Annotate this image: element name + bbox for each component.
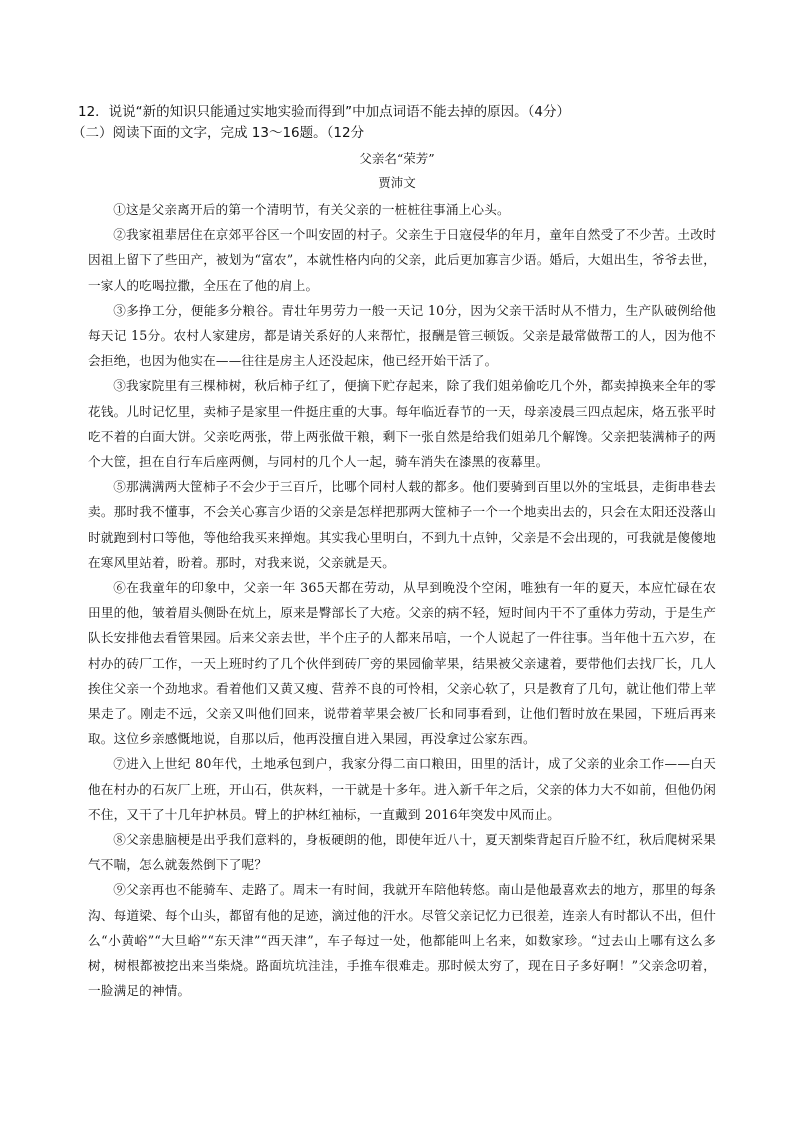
- paragraph-4: ③我家院里有三棵柿树，秋后柿子红了，便摘下贮存起来，除了我们姐弟偷吃几个外，都卖掉换来全年的零花钱。儿时记忆里，卖柿子是家里一件挺庄重的大事。每年临近春节的一天，母亲凌晨三四点起床，烙五张平时吃不着的白面大饼。父亲吃两张，带上两张做干粮，剩下一张自然是给我们姐弟几个解馋。父亲把装满柿子的两个大筐，担在自行车后座两侧，与同村的几个人一起，骑车消失在漆黑的夜幕里。: [88, 378, 716, 470]
- article-author: 贾沛文: [378, 175, 416, 190]
- section-header: （二）阅读下面的文字，完成 13～16题。（12分: [72, 125, 365, 141]
- paragraph-2: ②我家祖辈居住在京郊平谷区一个叫安固的村子。父亲生于日寇侵华的年月，童年自然受了不少苦。土改时因祖上留下了些田产，被划为“富农”，本就性格内向的父亲，此后更加寡言少语。婚后，大姐出生，爷爷去世，一家人的吃喝拉撒，全压在了他的肩上。: [88, 227, 716, 293]
- question-12: 12．说说“新的知识只能通过实地实验而得到”中加点词语不能去掉的原因。（4分）: [78, 104, 571, 120]
- article-body: [88, 197, 716, 1004]
- paragraph-5: ⑤那满满两大筐柿子不会少于三百斤，比哪个同村人载的都多。他们要骑到百里以外的宝坻县，走街串巷去卖。那时我不懂事，不会关心寡言少语的父亲是怎样把那两大筐柿子一个一个地卖出去的，只会在太阳还没落山时就跑到村口等他，等他给我买来掸炮。其实我心里明白，不到九十点钟，父亲是不会出现的，可我就是傻傻地在寒风里站着，盼着。那时，对我来说，父亲就是天。: [88, 479, 716, 570]
- paragraph-7: ⑦进入上世纪 80年代，土地承包到户，我家分得二亩口粮田，田里的活计，成了父亲的业余工作——白天他在村办的石灰厂上班，开山石，供灰料，一干就是十多年。进入新千年之后，父亲的体力大不如前，但他仍闲不住，又干了十几年护林员。臂上的护林红袖标，一直戴到 2016年突发中风而止。: [88, 756, 716, 822]
- article-title: 父亲名“荣芳”: [359, 151, 435, 166]
- paragraph-9: ⑨父亲再也不能骑车、走路了。周末一有时间，我就开车陪他转悠。南山是他最喜欢去的地方，那里的每条沟、每道梁、每个山头，都留有他的足迹，滴过他的汗水。尽管父亲记忆力已很差，连亲人有时都认不出，但什么“小黄峪”“大旦峪”“东天津”“西天津”，车子每过一处，他都能叫上名来，如数家珍。“过去山上哪有这么多树，树根都被挖出来当柴烧。路面坑坑洼洼，手推车很难走。那时候太穷了，现在日子多好啊！”父亲念叨着，一脸满足的神情。: [88, 882, 716, 999]
- paragraph-8: ⑧父亲患脑梗是出乎我们意料的，身板硬朗的他，即使年近八十，夏天割柴背起百斤脸不红，秋后爬树采果气不喘，怎么就轰然倒下了呢？: [88, 832, 716, 873]
- paragraph-6: ⑥在我童年的印象中，父亲一年 365天都在劳动，从早到晚没个空闲，唯独有一年的夏天，本应忙碌在农田里的他，皱着眉头侧卧在炕上，原来是臀部长了大疮。父亲的病不轻，短时间内干不了重体力劳动，于是生产队长安排他去看管果园。后来父亲去世，半个庄子的人都来吊唁，一个人说起了一件往事。当年他十五六岁，在村办的砖厂工作，一天上班时约了几个伙伴到砖厂旁的果园偷苹果，结果被父亲逮着，要带他们去找厂长，几人挨住父亲一个劲地求。看着他们又黄又瘦、营养不良的可怜相，父亲心软了，只是教育了几句，就让他们带上苹果走了。刚走不远，父亲又叫他们回来，说带着苹果会被厂长和同事看到，让他们暂时放在果园，下班后再来取。这位乡亲感慨地说，自那以后，他再没擅自进入果园，再没拿过公家东西。: [88, 580, 716, 747]
- paragraph-1: ①这是父亲离开后的第一个清明节，有关父亲的一桩桩往事涌上心头。: [113, 202, 510, 217]
- paragraph-3: ③多挣工分，便能多分粮谷。青壮年男劳力一般一天记 10分，因为父亲干活时从不惜力，生产队破例给他每天记 15分。农村人家建房，都是请关系好的人来帮忙，报酬是管三顿饭。父亲是最常做帮工的人，因为他不会拒绝，也因为他实在——往往是房主人还没起床，他已经开始干活了。: [88, 302, 716, 369]
